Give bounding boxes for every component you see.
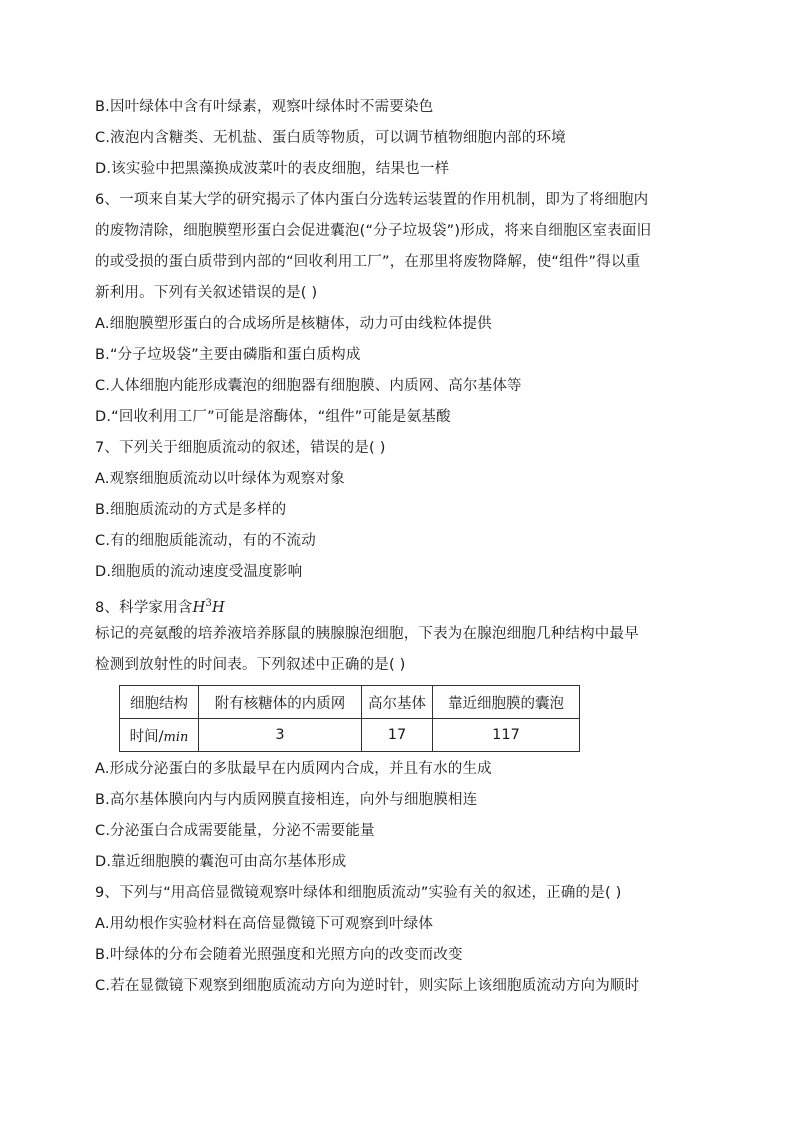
option-b: B.“分子垃圾袋”主要由磷脂和蛋白质构成	[95, 347, 361, 363]
text-line: 检测到放射性的时间表。下列叙述中正确的是( )	[95, 657, 406, 673]
option-b: B.叶绿体的分布会随着光照强度和光照方向的改变而改变	[95, 947, 463, 963]
question-9-stem: 9、下列与“用高倍显微镜观察叶绿体和细胞质流动”实验有关的叙述，正确的是( )	[95, 885, 622, 901]
text-line: 标记的亮氨酸的培养液培养豚鼠的胰腺腺泡细胞，下表为在腺泡细胞几种结构中最早	[95, 626, 639, 642]
option-b: B.细胞质流动的方式是多样的	[95, 502, 287, 518]
option-c: C.有的细胞质能流动，有的不流动	[95, 533, 316, 549]
table-header-cell: 附有核糖体的内质网	[199, 686, 362, 719]
text-block-a	[95, 92, 715, 588]
table-header-cell: 细胞结构	[120, 686, 199, 719]
text-line: D.该实验中把黑藻换成波菜叶的表皮细胞，结果也一样	[95, 161, 450, 177]
text-line: B.因叶绿体中含有叶绿素，观察叶绿体时不需要染色	[95, 99, 434, 115]
option-b: B.高尔基体膜向内与内质网膜直接相连，向外与细胞膜相连	[95, 792, 478, 808]
text-line: 的废物清除，细胞膜塑形蛋白会促进囊泡(“分子垃圾袋”)形成，将来自细胞区室表面旧	[95, 223, 652, 239]
option-d: D.靠近细胞膜的囊泡可由高尔基体形成	[95, 854, 347, 870]
question-6-stem: 6、一项来自某大学的研究揭示了体内蛋白分选转运装置的作用机制，即为了将细胞内	[95, 192, 649, 208]
option-a: A.观察细胞质流动以叶绿体为观察对象	[95, 471, 345, 487]
text-block-b	[95, 754, 715, 1002]
text-line: 的或受损的蛋白质带到内部的“回收利用工厂”，在那里将废物降解，使“组件”得以重	[95, 254, 641, 270]
table-row-label: 时间/min	[120, 719, 199, 752]
question-8-prefix: 8、科学家用含	[95, 600, 193, 616]
radioactivity-time-table	[119, 685, 580, 752]
text-line: 新利用。下列有关叙述错误的是( )	[95, 285, 318, 301]
option-c: C.若在显微镜下观察到细胞质流动方向为逆时针，则实际上该细胞质流动方向为顺时	[95, 978, 640, 994]
table-header-cell: 靠近细胞膜的囊泡	[433, 686, 580, 719]
option-a: A.细胞膜塑形蛋白的合成场所是核糖体，动力可由线粒体提供	[95, 316, 492, 332]
option-d: D.细胞质的流动速度受温度影响	[95, 564, 303, 580]
option-a: A.形成分泌蛋白的多肽最早在内质网内合成，并且有水的生成	[95, 761, 492, 777]
question-8-stem	[95, 588, 715, 619]
option-a: A.用幼根作实验材料在高倍显微镜下可观察到叶绿体	[95, 916, 434, 932]
option-c: C.人体细胞内能形成囊泡的细胞器有细胞膜、内质网、高尔基体等	[95, 378, 522, 394]
option-c: C.分泌蛋白合成需要能量，分泌不需要能量	[95, 823, 375, 839]
table-header-cell: 高尔基体	[362, 686, 433, 719]
table-row	[120, 719, 580, 752]
table-cell: 117	[433, 719, 580, 752]
table-cell: 3	[199, 719, 362, 752]
text-line: C.液泡内含糖类、无机盐、蛋白质等物质，可以调节植物细胞内部的环境	[95, 130, 566, 146]
option-d: D.“回收利用工厂”可能是溶酶体，“组件”可能是氨基酸	[95, 409, 451, 425]
document-body	[95, 92, 715, 1002]
isotope-formula: $H^3H$	[192, 598, 225, 616]
question-7-stem: 7、下列关于细胞质流动的叙述，错误的是( )	[95, 440, 386, 456]
table-cell: 17	[362, 719, 433, 752]
table-header-row	[120, 686, 580, 719]
